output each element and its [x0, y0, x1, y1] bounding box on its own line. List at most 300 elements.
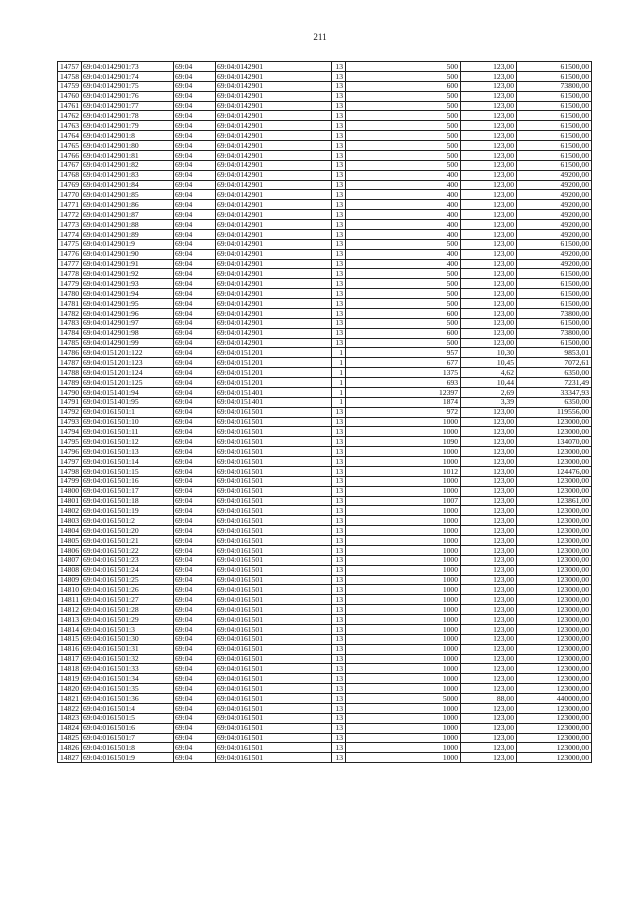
- cadastral-number-cell: 69:04:0161501:22: [82, 545, 174, 555]
- specific-value-cell: 123,00: [461, 516, 517, 526]
- cadastral-value-cell: 7072,61: [517, 358, 592, 368]
- category-code-cell: 13: [332, 318, 346, 328]
- district-code-cell: 69:04: [174, 299, 216, 309]
- district-code-cell: 69:04: [174, 595, 216, 605]
- district-code-cell: 69:04: [174, 397, 216, 407]
- quarter-number-cell: 69:04:0142901: [216, 269, 332, 279]
- area-cell: 500: [346, 269, 461, 279]
- category-code-cell: 1: [332, 378, 346, 388]
- cadastral-value-cell: 49200,00: [517, 210, 592, 220]
- cadastral-number-cell: 69:04:0142901:77: [82, 101, 174, 111]
- cadastral-number-cell: 69:04:0161501:13: [82, 447, 174, 457]
- row-number-cell: 14821: [58, 694, 82, 704]
- table-row: [58, 447, 592, 457]
- district-code-cell: 69:04: [174, 210, 216, 220]
- table-row: [58, 605, 592, 615]
- table-row: [58, 328, 592, 338]
- specific-value-cell: 123,00: [461, 150, 517, 160]
- cadastral-value-cell: 61500,00: [517, 269, 592, 279]
- specific-value-cell: 123,00: [461, 595, 517, 605]
- area-cell: 1000: [346, 555, 461, 565]
- page-number: 211: [313, 32, 327, 42]
- district-code-cell: 69:04: [174, 200, 216, 210]
- table-row: [58, 358, 592, 368]
- specific-value-cell: 10,30: [461, 348, 517, 358]
- table-row: [58, 318, 592, 328]
- category-code-cell: 13: [332, 447, 346, 457]
- cadastral-value-cell: 123000,00: [517, 674, 592, 684]
- cadastral-value-cell: 49200,00: [517, 190, 592, 200]
- quarter-number-cell: 69:04:0161501: [216, 555, 332, 565]
- cadastral-value-cell: 123000,00: [517, 723, 592, 733]
- cadastral-number-cell: 69:04:0142901:94: [82, 289, 174, 299]
- cadastral-number-cell: 69:04:0142901:81: [82, 150, 174, 160]
- table-row: [58, 170, 592, 180]
- category-code-cell: 13: [332, 615, 346, 625]
- quarter-number-cell: 69:04:0142901: [216, 81, 332, 91]
- area-cell: 1000: [346, 595, 461, 605]
- quarter-number-cell: 69:04:0142901: [216, 101, 332, 111]
- row-number-cell: 14778: [58, 269, 82, 279]
- cadastral-value-cell: 61500,00: [517, 338, 592, 348]
- district-code-cell: 69:04: [174, 466, 216, 476]
- quarter-number-cell: 69:04:0161501: [216, 447, 332, 457]
- area-cell: 500: [346, 289, 461, 299]
- cadastral-number-cell: 69:04:0161501:26: [82, 585, 174, 595]
- district-code-cell: 69:04: [174, 131, 216, 141]
- row-number-cell: 14824: [58, 723, 82, 733]
- area-cell: 1000: [346, 417, 461, 427]
- area-cell: 400: [346, 190, 461, 200]
- quarter-number-cell: 69:04:0142901: [216, 279, 332, 289]
- area-cell: 1000: [346, 585, 461, 595]
- category-code-cell: 13: [332, 585, 346, 595]
- row-number-cell: 14793: [58, 417, 82, 427]
- area-cell: 500: [346, 121, 461, 131]
- cadastral-value-cell: 123000,00: [517, 644, 592, 654]
- row-number-cell: 14795: [58, 437, 82, 447]
- area-cell: 1000: [346, 536, 461, 546]
- district-code-cell: 69:04: [174, 486, 216, 496]
- table-row: [58, 239, 592, 249]
- category-code-cell: 13: [332, 239, 346, 249]
- cadastral-number-cell: 69:04:0142901:76: [82, 91, 174, 101]
- category-code-cell: 13: [332, 328, 346, 338]
- cadastral-value-cell: 123000,00: [517, 654, 592, 664]
- category-code-cell: 13: [332, 703, 346, 713]
- specific-value-cell: 123,00: [461, 615, 517, 625]
- cadastral-value-cell: 6350,00: [517, 397, 592, 407]
- cadastral-number-cell: 69:04:0142901:80: [82, 141, 174, 151]
- quarter-number-cell: 69:04:0161501: [216, 723, 332, 733]
- cadastral-value-cell: 49200,00: [517, 229, 592, 239]
- specific-value-cell: 123,00: [461, 466, 517, 476]
- cadastral-number-cell: 69:04:0142901:87: [82, 210, 174, 220]
- area-cell: 500: [346, 111, 461, 121]
- table-row: [58, 180, 592, 190]
- area-cell: 1000: [346, 447, 461, 457]
- cadastral-number-cell: 69:04:0161501:18: [82, 496, 174, 506]
- district-code-cell: 69:04: [174, 387, 216, 397]
- specific-value-cell: 123,00: [461, 427, 517, 437]
- table-row: [58, 210, 592, 220]
- cadastral-number-cell: 69:04:0142901:96: [82, 308, 174, 318]
- cadastral-value-cell: 61500,00: [517, 111, 592, 121]
- quarter-number-cell: 69:04:0142901: [216, 259, 332, 269]
- cadastral-value-cell: 61500,00: [517, 160, 592, 170]
- category-code-cell: 13: [332, 259, 346, 269]
- specific-value-cell: 123,00: [461, 585, 517, 595]
- row-number-cell: 14825: [58, 733, 82, 743]
- quarter-number-cell: 69:04:0142901: [216, 338, 332, 348]
- area-cell: 1000: [346, 684, 461, 694]
- specific-value-cell: 123,00: [461, 555, 517, 565]
- cadastral-number-cell: 69:04:0161501:27: [82, 595, 174, 605]
- table-row: [58, 654, 592, 664]
- quarter-number-cell: 69:04:0142901: [216, 71, 332, 81]
- district-code-cell: 69:04: [174, 239, 216, 249]
- category-code-cell: 13: [332, 91, 346, 101]
- specific-value-cell: 123,00: [461, 141, 517, 151]
- area-cell: 400: [346, 249, 461, 259]
- cadastral-number-cell: 69:04:0142901:78: [82, 111, 174, 121]
- category-code-cell: 13: [332, 743, 346, 753]
- quarter-number-cell: 69:04:0142901: [216, 121, 332, 131]
- area-cell: 1874: [346, 397, 461, 407]
- specific-value-cell: 4,62: [461, 368, 517, 378]
- area-cell: 1000: [346, 615, 461, 625]
- quarter-number-cell: 69:04:0142901: [216, 249, 332, 259]
- cadastral-number-cell: 69:04:0161501:15: [82, 466, 174, 476]
- row-number-cell: 14807: [58, 555, 82, 565]
- row-number-cell: 14826: [58, 743, 82, 753]
- category-code-cell: 13: [332, 664, 346, 674]
- cadastral-value-cell: 123000,00: [517, 575, 592, 585]
- cadastral-number-cell: 69:04:0142901:89: [82, 229, 174, 239]
- area-cell: 500: [346, 71, 461, 81]
- row-number-cell: 14773: [58, 220, 82, 230]
- row-number-cell: 14800: [58, 486, 82, 496]
- table-row: [58, 141, 592, 151]
- cadastral-value-cell: 9853,01: [517, 348, 592, 358]
- specific-value-cell: 123,00: [461, 437, 517, 447]
- specific-value-cell: 123,00: [461, 259, 517, 269]
- quarter-number-cell: 69:04:0142901: [216, 170, 332, 180]
- table-row: [58, 565, 592, 575]
- category-code-cell: 13: [332, 516, 346, 526]
- category-code-cell: 13: [332, 101, 346, 111]
- cadastral-value-cell: 61500,00: [517, 62, 592, 72]
- district-code-cell: 69:04: [174, 279, 216, 289]
- table-row: [58, 743, 592, 753]
- category-code-cell: 13: [332, 229, 346, 239]
- cadastral-number-cell: 69:04:0161501:6: [82, 723, 174, 733]
- category-code-cell: 13: [332, 575, 346, 585]
- area-cell: 1000: [346, 644, 461, 654]
- area-cell: 500: [346, 239, 461, 249]
- cadastral-value-cell: 123000,00: [517, 565, 592, 575]
- row-number-cell: 14774: [58, 229, 82, 239]
- area-cell: 500: [346, 338, 461, 348]
- row-number-cell: 14784: [58, 328, 82, 338]
- district-code-cell: 69:04: [174, 308, 216, 318]
- cadastral-number-cell: 69:04:0142901:90: [82, 249, 174, 259]
- specific-value-cell: 123,00: [461, 308, 517, 318]
- specific-value-cell: 123,00: [461, 536, 517, 546]
- table-row: [58, 427, 592, 437]
- area-cell: 500: [346, 131, 461, 141]
- quarter-number-cell: 69:04:0161501: [216, 733, 332, 743]
- table-body: [58, 62, 592, 763]
- area-cell: 400: [346, 229, 461, 239]
- table-row: [58, 526, 592, 536]
- cadastral-value-cell: 123000,00: [517, 506, 592, 516]
- quarter-number-cell: 69:04:0151201: [216, 368, 332, 378]
- area-cell: 400: [346, 170, 461, 180]
- table-row: [58, 338, 592, 348]
- cadastral-number-cell: 69:04:0161501:8: [82, 743, 174, 753]
- row-number-cell: 14775: [58, 239, 82, 249]
- district-code-cell: 69:04: [174, 733, 216, 743]
- row-number-cell: 14816: [58, 644, 82, 654]
- table-row: [58, 259, 592, 269]
- cadastral-value-cell: 123000,00: [517, 536, 592, 546]
- category-code-cell: 13: [332, 210, 346, 220]
- specific-value-cell: 123,00: [461, 723, 517, 733]
- district-code-cell: 69:04: [174, 565, 216, 575]
- row-number-cell: 14759: [58, 81, 82, 91]
- row-number-cell: 14760: [58, 91, 82, 101]
- cadastral-number-cell: 69:04:0161501:29: [82, 615, 174, 625]
- specific-value-cell: 123,00: [461, 506, 517, 516]
- quarter-number-cell: 69:04:0161501: [216, 713, 332, 723]
- cadastral-value-cell: 123000,00: [517, 624, 592, 634]
- row-number-cell: 14809: [58, 575, 82, 585]
- area-cell: 1000: [346, 605, 461, 615]
- specific-value-cell: 123,00: [461, 634, 517, 644]
- quarter-number-cell: 69:04:0142901: [216, 111, 332, 121]
- specific-value-cell: 123,00: [461, 407, 517, 417]
- specific-value-cell: 123,00: [461, 674, 517, 684]
- quarter-number-cell: 69:04:0142901: [216, 299, 332, 309]
- specific-value-cell: 123,00: [461, 526, 517, 536]
- table-row: [58, 437, 592, 447]
- category-code-cell: 13: [332, 476, 346, 486]
- specific-value-cell: 123,00: [461, 447, 517, 457]
- specific-value-cell: 123,00: [461, 318, 517, 328]
- district-code-cell: 69:04: [174, 249, 216, 259]
- specific-value-cell: 123,00: [461, 545, 517, 555]
- row-number-cell: 14804: [58, 526, 82, 536]
- district-code-cell: 69:04: [174, 121, 216, 131]
- category-code-cell: 13: [332, 299, 346, 309]
- specific-value-cell: 123,00: [461, 644, 517, 654]
- cadastral-number-cell: 69:04:0161501:33: [82, 664, 174, 674]
- category-code-cell: 13: [332, 121, 346, 131]
- district-code-cell: 69:04: [174, 526, 216, 536]
- category-code-cell: 1: [332, 348, 346, 358]
- specific-value-cell: 123,00: [461, 190, 517, 200]
- cadastral-value-cell: 123000,00: [517, 555, 592, 565]
- cadastral-number-cell: 69:04:0161501:28: [82, 605, 174, 615]
- row-number-cell: 14805: [58, 536, 82, 546]
- quarter-number-cell: 69:04:0161501: [216, 545, 332, 555]
- quarter-number-cell: 69:04:0161501: [216, 536, 332, 546]
- specific-value-cell: 123,00: [461, 160, 517, 170]
- district-code-cell: 69:04: [174, 516, 216, 526]
- district-code-cell: 69:04: [174, 378, 216, 388]
- row-number-cell: 14769: [58, 180, 82, 190]
- cadastral-number-cell: 69:04:0161501:17: [82, 486, 174, 496]
- cadastral-number-cell: 69:04:0142901:93: [82, 279, 174, 289]
- category-code-cell: 13: [332, 249, 346, 259]
- table-row: [58, 615, 592, 625]
- area-cell: 5000: [346, 694, 461, 704]
- district-code-cell: 69:04: [174, 358, 216, 368]
- table-row: [58, 190, 592, 200]
- table-row: [58, 644, 592, 654]
- district-code-cell: 69:04: [174, 289, 216, 299]
- area-cell: 500: [346, 299, 461, 309]
- category-code-cell: 13: [332, 486, 346, 496]
- cadastral-number-cell: 69:04:0161501:9: [82, 753, 174, 763]
- cadastral-number-cell: 69:04:0161501:24: [82, 565, 174, 575]
- area-cell: 957: [346, 348, 461, 358]
- row-number-cell: 14790: [58, 387, 82, 397]
- specific-value-cell: 123,00: [461, 170, 517, 180]
- cadastral-value-cell: 123000,00: [517, 516, 592, 526]
- area-cell: 400: [346, 220, 461, 230]
- cadastral-number-cell: 69:04:0161501:10: [82, 417, 174, 427]
- register-table: [57, 61, 592, 763]
- category-code-cell: 13: [332, 624, 346, 634]
- category-code-cell: 1: [332, 358, 346, 368]
- cadastral-number-cell: 69:04:0161501:5: [82, 713, 174, 723]
- row-number-cell: 14812: [58, 605, 82, 615]
- cadastral-value-cell: 49200,00: [517, 259, 592, 269]
- cadastral-number-cell: 69:04:0142901:85: [82, 190, 174, 200]
- area-cell: 1000: [346, 427, 461, 437]
- table-row: [58, 249, 592, 259]
- category-code-cell: 13: [332, 713, 346, 723]
- table-row: [58, 160, 592, 170]
- row-number-cell: 14764: [58, 131, 82, 141]
- row-number-cell: 14818: [58, 664, 82, 674]
- cadastral-number-cell: 69:04:0161501:11: [82, 427, 174, 437]
- specific-value-cell: 123,00: [461, 624, 517, 634]
- cadastral-value-cell: 61500,00: [517, 71, 592, 81]
- area-cell: 500: [346, 150, 461, 160]
- quarter-number-cell: 69:04:0161501: [216, 634, 332, 644]
- quarter-number-cell: 69:04:0161501: [216, 437, 332, 447]
- cadastral-number-cell: 69:04:0142901:8: [82, 131, 174, 141]
- quarter-number-cell: 69:04:0161501: [216, 526, 332, 536]
- table-row: [58, 575, 592, 585]
- row-number-cell: 14791: [58, 397, 82, 407]
- cadastral-number-cell: 69:04:0161501:3: [82, 624, 174, 634]
- specific-value-cell: 123,00: [461, 575, 517, 585]
- table-row: [58, 121, 592, 131]
- row-number-cell: 14780: [58, 289, 82, 299]
- row-number-cell: 14789: [58, 378, 82, 388]
- area-cell: 400: [346, 180, 461, 190]
- cadastral-value-cell: 123000,00: [517, 486, 592, 496]
- specific-value-cell: 123,00: [461, 131, 517, 141]
- cadastral-value-cell: 123000,00: [517, 427, 592, 437]
- cadastral-number-cell: 69:04:0161501:20: [82, 526, 174, 536]
- category-code-cell: 13: [332, 555, 346, 565]
- specific-value-cell: 123,00: [461, 654, 517, 664]
- specific-value-cell: 123,00: [461, 703, 517, 713]
- row-number-cell: 14761: [58, 101, 82, 111]
- cadastral-value-cell: 123000,00: [517, 417, 592, 427]
- table-row: [58, 703, 592, 713]
- table-row: [58, 457, 592, 467]
- cadastral-number-cell: 69:04:0161501:19: [82, 506, 174, 516]
- cadastral-value-cell: 124476,00: [517, 466, 592, 476]
- specific-value-cell: 123,00: [461, 486, 517, 496]
- area-cell: 1000: [346, 624, 461, 634]
- category-code-cell: 13: [332, 407, 346, 417]
- district-code-cell: 69:04: [174, 753, 216, 763]
- row-number-cell: 14827: [58, 753, 82, 763]
- specific-value-cell: 123,00: [461, 664, 517, 674]
- area-cell: 1000: [346, 457, 461, 467]
- table-row: [58, 713, 592, 723]
- row-number-cell: 14758: [58, 71, 82, 81]
- cadastral-value-cell: 61500,00: [517, 279, 592, 289]
- specific-value-cell: 123,00: [461, 496, 517, 506]
- cadastral-number-cell: 69:04:0161501:1: [82, 407, 174, 417]
- area-cell: 1000: [346, 575, 461, 585]
- quarter-number-cell: 69:04:0161501: [216, 595, 332, 605]
- area-cell: 400: [346, 200, 461, 210]
- table-row: [58, 674, 592, 684]
- row-number-cell: 14777: [58, 259, 82, 269]
- specific-value-cell: 123,00: [461, 279, 517, 289]
- category-code-cell: 13: [332, 457, 346, 467]
- district-code-cell: 69:04: [174, 229, 216, 239]
- table-row: [58, 62, 592, 72]
- district-code-cell: 69:04: [174, 318, 216, 328]
- table-row: [58, 585, 592, 595]
- cadastral-number-cell: 69:04:0142901:98: [82, 328, 174, 338]
- cadastral-number-cell: 69:04:0161501:16: [82, 476, 174, 486]
- area-cell: 1000: [346, 506, 461, 516]
- category-code-cell: 1: [332, 387, 346, 397]
- district-code-cell: 69:04: [174, 81, 216, 91]
- quarter-number-cell: 69:04:0142901: [216, 190, 332, 200]
- district-code-cell: 69:04: [174, 684, 216, 694]
- quarter-number-cell: 69:04:0161501: [216, 753, 332, 763]
- cadastral-number-cell: 69:04:0142901:91: [82, 259, 174, 269]
- quarter-number-cell: 69:04:0151201: [216, 348, 332, 358]
- district-code-cell: 69:04: [174, 555, 216, 565]
- table-row: [58, 733, 592, 743]
- cadastral-value-cell: 123000,00: [517, 615, 592, 625]
- row-number-cell: 14788: [58, 368, 82, 378]
- row-number-cell: 14813: [58, 615, 82, 625]
- district-code-cell: 69:04: [174, 190, 216, 200]
- cadastral-value-cell: 61500,00: [517, 101, 592, 111]
- area-cell: 500: [346, 101, 461, 111]
- table-row: [58, 407, 592, 417]
- cadastral-number-cell: 69:04:0161501:14: [82, 457, 174, 467]
- cadastral-number-cell: 69:04:0142901:75: [82, 81, 174, 91]
- table-row: [58, 269, 592, 279]
- specific-value-cell: 123,00: [461, 289, 517, 299]
- specific-value-cell: 123,00: [461, 338, 517, 348]
